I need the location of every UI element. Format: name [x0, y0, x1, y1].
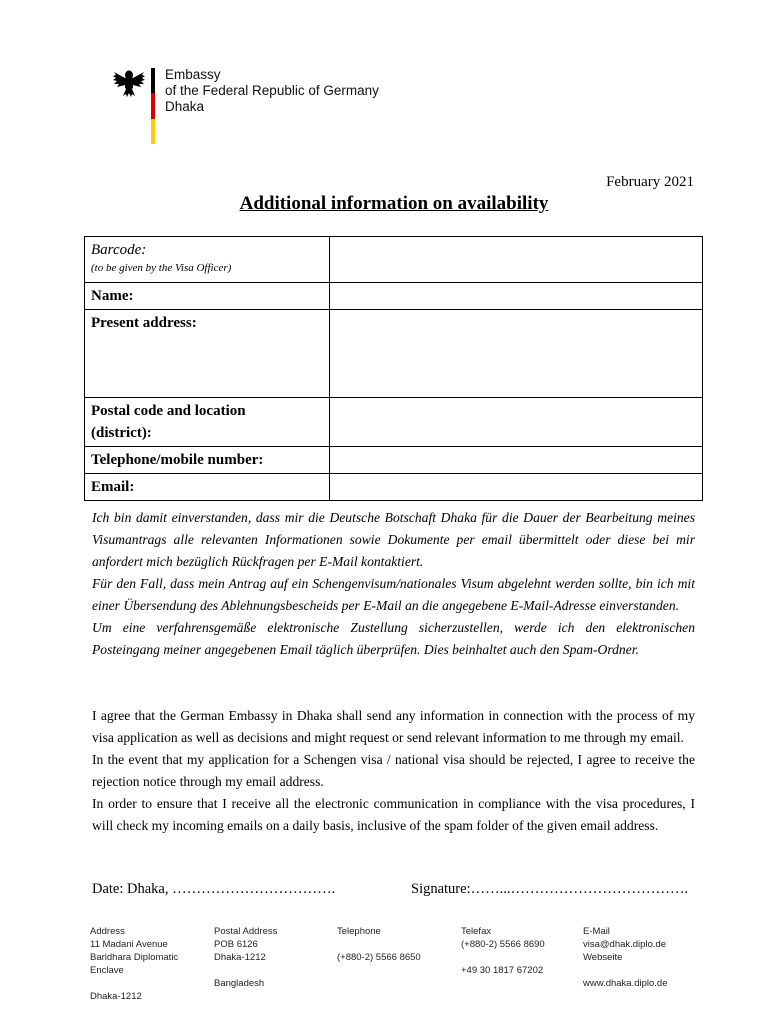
logo-line-1: Embassy — [165, 67, 221, 82]
footer-email-line — [583, 964, 668, 977]
german-flag-bar — [151, 68, 155, 144]
footer-address-line: Baridhara Diplomatic — [90, 952, 179, 963]
footer-telefax-line: Telefax — [461, 926, 492, 937]
footer-email — [583, 925, 668, 990]
availability-form — [84, 236, 703, 501]
federal-eagle-icon — [112, 66, 146, 98]
footer-telefax-line: +49 30 1817 67202 — [461, 965, 544, 976]
embassy-name — [165, 67, 379, 115]
email-field[interactable] — [330, 474, 703, 501]
german-paragraph-2: Für den Fall, dass mein Antrag auf ein Schengenvisum/nationales Visum abgelehnt werden sollte, bin ich mit einer Übersendung des Ablehnungsbescheids per E-Mail an die angegebene E-Mail-Adresse einverstanden. — [92, 576, 695, 613]
barcode-field[interactable] — [330, 237, 703, 283]
footer-telephone-line: (+880-2) 5566 8650 — [337, 952, 421, 963]
footer-email-line: E-Mail — [583, 926, 610, 937]
footer-address-line: Enclave — [90, 965, 124, 976]
footer-email-link[interactable]: visa@dhak.diplo.de — [583, 939, 667, 950]
email-label: Email: — [85, 474, 330, 501]
name-label: Name: — [85, 283, 330, 310]
form-row-name — [85, 283, 703, 310]
footer-postal — [214, 925, 277, 990]
address-field[interactable] — [330, 310, 703, 398]
footer-postal-line — [214, 964, 277, 977]
date-line[interactable]: Date: Dhaka, ……………………………. — [92, 881, 336, 897]
phone-label: Telephone/mobile number: — [85, 447, 330, 474]
logo-line-3: Dhaka — [165, 99, 205, 114]
footer-address-line: Address — [90, 926, 125, 937]
flag-gold-stripe — [151, 119, 155, 144]
phone-field[interactable] — [330, 447, 703, 474]
name-field[interactable] — [330, 283, 703, 310]
footer-address-line: Dhaka-1212 — [90, 991, 142, 1002]
address-label: Present address: — [85, 310, 330, 398]
english-consent-text — [92, 705, 695, 837]
form-row-email — [85, 474, 703, 501]
german-paragraph-1: Ich bin damit einverstanden, dass mir die Deutsche Botschaft Dhaka für die Dauer der Bearbeitung meines Visumantrags alle relevanten Informationen sowie Dokumente per email übermittelt oder diese bei mir anfordert mich bezüglich Rückfragen per E-Mail kontaktiert. — [92, 510, 695, 569]
footer-address — [90, 925, 178, 1003]
footer-telephone-line — [337, 938, 421, 951]
footer-email-line: Webseite — [583, 952, 623, 963]
footer-address-line — [90, 977, 178, 990]
logo-line-2: of the Federal Republic of Germany — [165, 83, 379, 98]
footer-postal-line: Postal Address — [214, 926, 278, 937]
footer-postal-line: Dhaka-1212 — [214, 952, 266, 963]
english-paragraph-3: In order to ensure that I receive all the electronic communication in compliance with the visa procedures, I will check my incoming emails on a daily basis, inclusive of the spam folder of the given email address. — [92, 796, 695, 833]
flag-black-stripe — [151, 68, 155, 93]
footer-postal-line: Bangladesh — [214, 978, 265, 989]
postal-label-line-1: Postal code and location — [91, 403, 246, 419]
postal-field[interactable] — [330, 398, 703, 447]
form-row-address — [85, 310, 703, 398]
footer-telephone-line: Telephone — [337, 926, 381, 937]
form-row-phone — [85, 447, 703, 474]
document-date: February 2021 — [606, 174, 694, 190]
footer-postal-line: POB 6126 — [214, 939, 258, 950]
form-row-postal — [85, 398, 703, 447]
footer-website-link[interactable]: www.dhaka.diplo.de — [583, 978, 668, 989]
footer-telefax-line — [461, 951, 545, 964]
barcode-note: (to be given by the Visa Officer) — [91, 262, 232, 274]
footer-telephone — [337, 925, 421, 964]
form-row-barcode — [85, 237, 703, 283]
german-consent-text — [92, 507, 695, 661]
footer-telefax-line: (+880-2) 5566 8690 — [461, 939, 545, 950]
german-paragraph-3: Um eine verfahrensgemäße elektronische Zustellung sicherzustellen, werde ich den elektronischen Posteingang meiner angegebenen Email täglich überprüfen. Dies beinhaltet auch den Spam-Ordner. — [92, 620, 695, 657]
signature-line[interactable]: Signature:……...………………………………. — [411, 881, 689, 897]
postal-label-cell — [85, 398, 330, 447]
document-title: Additional information on availability — [239, 193, 549, 214]
barcode-label: Barcode: — [91, 242, 147, 258]
postal-label-line-2: (district): — [91, 425, 152, 441]
flag-red-stripe — [151, 93, 155, 118]
english-paragraph-2: In the event that my application for a Schengen visa / national visa should be rejected, I agree to receive the rejection notice through my email address. — [92, 752, 695, 789]
barcode-label-cell — [85, 237, 330, 283]
footer-telefax — [461, 925, 545, 977]
english-paragraph-1: I agree that the German Embassy in Dhaka shall send any information in connection with the process of my visa application as well as decisions and might request or send relevant information to me through my email. — [92, 708, 695, 745]
footer-address-line: 11 Madani Avenue — [90, 939, 168, 950]
